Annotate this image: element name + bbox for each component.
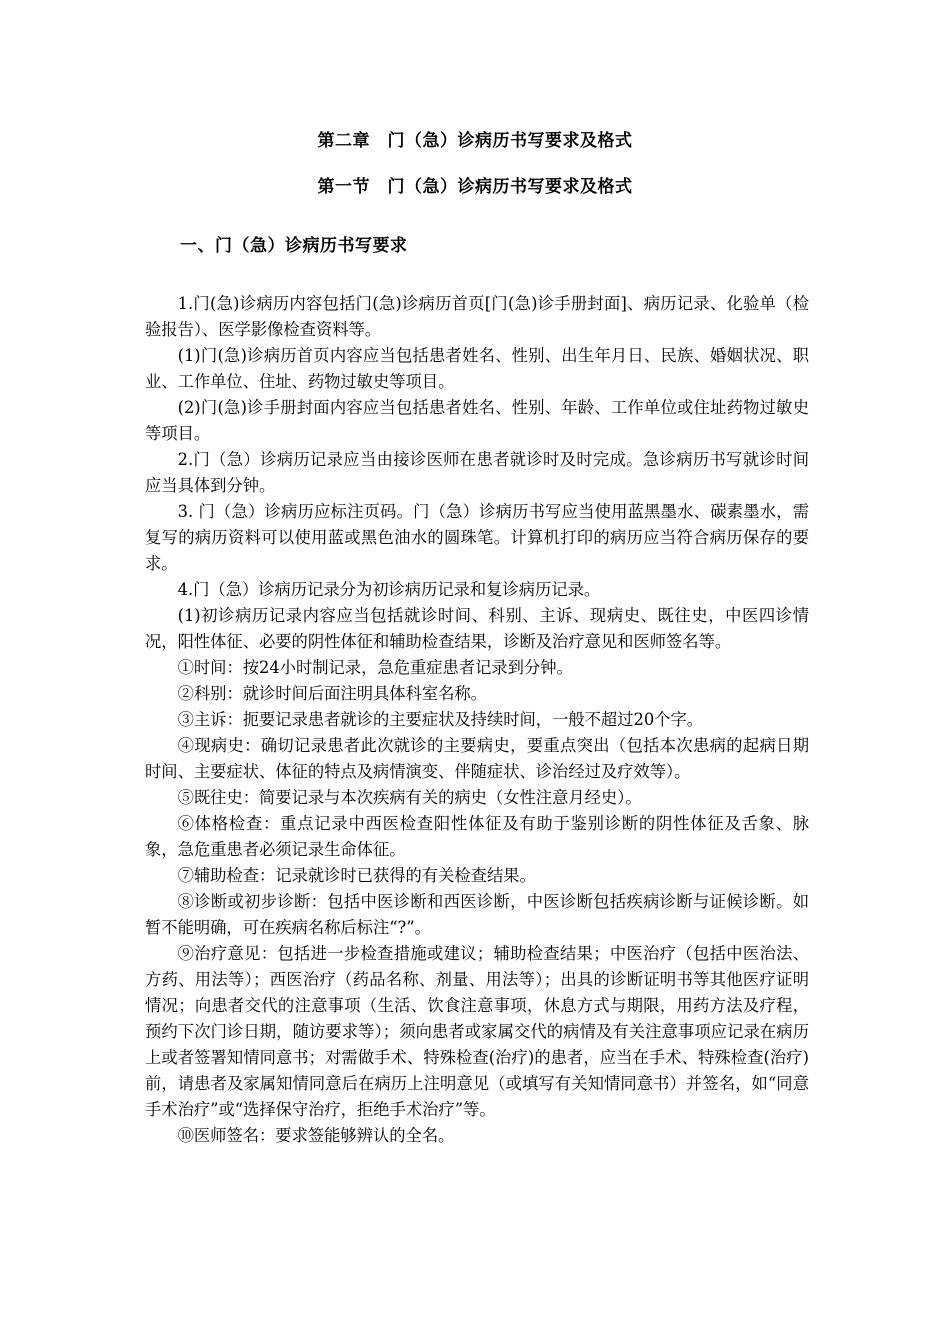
paragraph: (1)门(急)诊病历首页内容应当包括患者姓名、性别、出生年月日、民族、婚姻状况、职业、工作单位、住址、药物过敏史等项目。 bbox=[145, 346, 809, 391]
paragraph: ⑦辅助检查：记录就诊时已获得的有关检查结果。 bbox=[177, 866, 536, 885]
section-title: 第一节 门（急）诊病历书写要求及格式 bbox=[317, 177, 633, 197]
paragraph: (2)门(急)诊手册封面内容应当包括患者姓名、性别、年龄、工作单位或住址药物过敏史等项目。 bbox=[145, 398, 809, 443]
paragraph: ③主诉：扼要记录患者就诊的主要症状及持续时间，一般不超过20个字。 bbox=[177, 710, 704, 729]
paragraph: ①时间：按24小时制记录，急危重症患者记录到分钟。 bbox=[177, 658, 573, 677]
paragraph: 1.门(急)诊病历内容包括门(急)诊病历首页[门(急)诊手册封面]、病历记录、化验单（检验报告）、医学影像检查资料等。 bbox=[145, 294, 809, 339]
paragraph: 3. 门（急）诊病历应标注页码。门（急）诊病历书写应当使用蓝黑墨水、碳素墨水，需复写的病历资料可以使用蓝或黑色油水的圆珠笔。计算机打印的病历应当符合病历保存的要求。 bbox=[145, 502, 809, 573]
document-body bbox=[145, 291, 809, 1149]
paragraph: 2.门（急）诊病历记录应当由接诊医师在患者就诊时及时完成。急诊病历书写就诊时间应当具体到分钟。 bbox=[145, 450, 809, 495]
paragraph: ⑤既往史：简要记录与本次疾病有关的病史（女性注意月经史）。 bbox=[177, 788, 642, 807]
paragraph: ④现病史：确切记录患者此次就诊的主要病史，要重点突出（包括本次患病的起病日期时间、主要症状、体征的特点及病情演变、伴随症状、诊治经过及疗效等）。 bbox=[145, 736, 809, 781]
paragraph: (1)初诊病历记录内容应当包括就诊时间、科别、主诉、现病史、既往史，中医四诊情况，阳性体征、必要的阴性体征和辅助检查结果，诊断及治疗意见和医师签名等。 bbox=[145, 606, 809, 651]
paragraph: ⑨治疗意见：包括进一步检查措施或建议；辅助检查结果；中医治疗（包括中医治法、方药、用法等）；西医治疗（药品名称、剂量、用法等）；出具的诊断证明书等其他医疗证明情况；向患者交代的注意事项（生活、饮食注意事项，休息方式与期限，用药方法及疗程，预约下次门诊日期，随访要求等）；须向患者或家属交代的病情及有关注意事项应记录在病历上或者签署知情同意书；对需做手术、特殊检查(治疗)的患者，应当在手术、特殊检查(治疗)前，请患者及家属知情同意后在病历上注明意见（或填写有关知情同意书）并签名，如“同意手术治疗”或“选择保守治疗，拒绝手术治疗”等。 bbox=[145, 944, 809, 1119]
paragraph: ⑩医师签名：要求签能够辨认的全名。 bbox=[177, 1126, 455, 1145]
paragraph: ⑧诊断或初步诊断：包括中医诊断和西医诊断，中医诊断包括疾病诊断与证候诊断。如暂不能明确，可在疾病名称后标注“?”。 bbox=[145, 892, 809, 937]
paragraph: ⑥体格检查：重点记录中西医检查阳性体征及有助于鉴别诊断的阴性体征及舌象、脉象，急危重患者必须记录生命体征。 bbox=[145, 814, 809, 859]
paragraph: ②科别：就诊时间后面注明具体科室名称。 bbox=[177, 684, 487, 703]
paragraph: 4.门（急）诊病历记录分为初诊病历记录和复诊病历记录。 bbox=[177, 580, 601, 599]
subsection-heading: 一、门（急）诊病历书写要求 bbox=[180, 236, 408, 256]
chapter-title: 第二章 门（急）诊病历书写要求及格式 bbox=[317, 131, 633, 151]
